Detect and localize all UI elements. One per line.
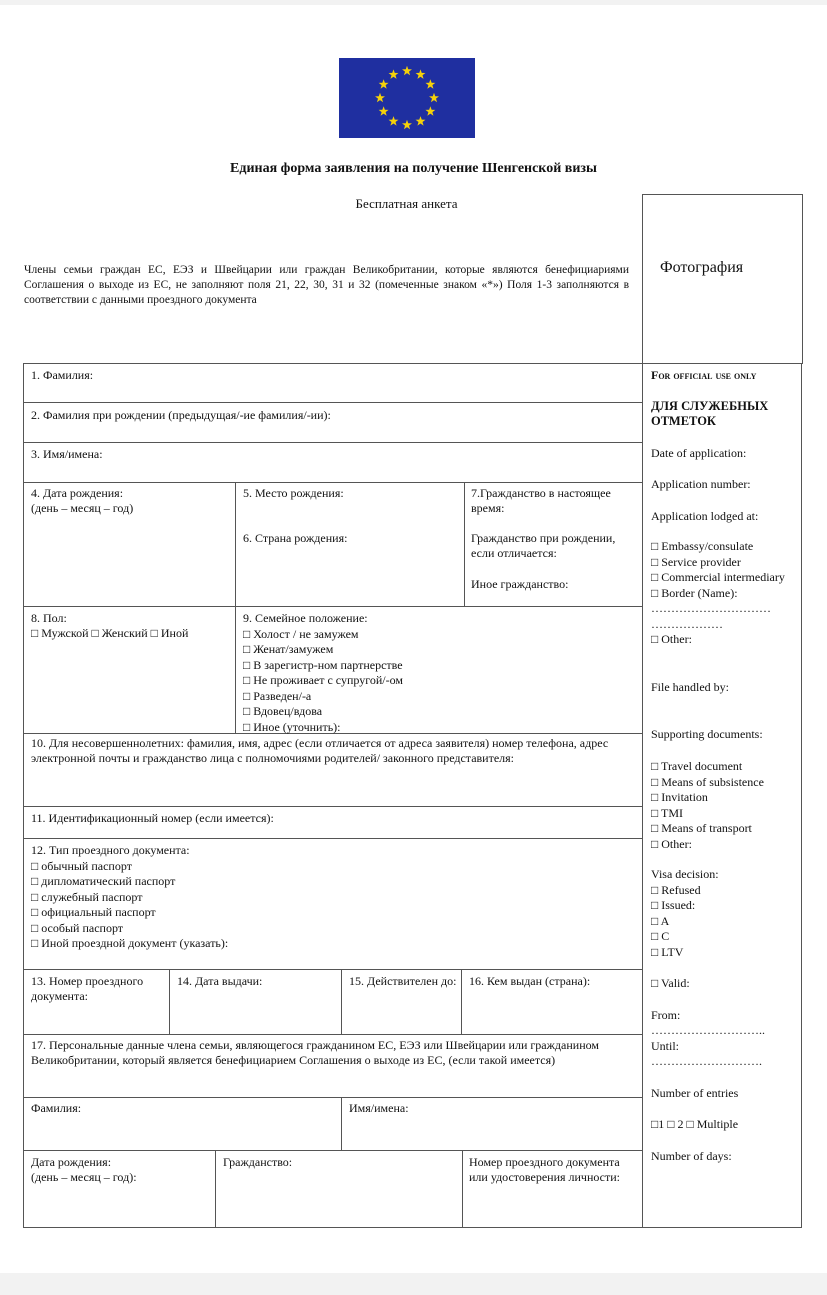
field-9-civil-status[interactable]: 9. Семейное положение: □ Холост / не замужем □ Женат/замужем □ В зарегистр-ном партнерстве □ Не проживает с супругой/-ом □ Разведен/-а □ Вдовец/вдова □ Иное (уточнить): [243, 611, 403, 734]
field-10-parental-authority[interactable]: 10. Для несовершеннолетних: фамилия, имя, адрес (если отличается от адреса заявителя) номер телефона, адрес электронной почты и гражданство лица с полномочиями родителей/ законного представителя: [31, 736, 609, 765]
form-title: Единая форма заявления на получение Шенгенской визы [230, 161, 597, 176]
official-supporting-options: □ Travel document □ Means of subsistence □ Invitation □ TMI □ Means of transport □ Other: [651, 759, 764, 851]
field-6-country-of-birth[interactable]: 6. Страна рождения: [243, 531, 348, 545]
official-number-of-entries: Number of entries [651, 1086, 739, 1100]
field-5-place-of-birth[interactable]: 5. Место рождения: [243, 486, 344, 500]
official-header-ru: ДЛЯ СЛУЖЕБНЫХ ОТМЕТОК [651, 399, 769, 428]
field-8-sex[interactable]: 8. Пол: □ Мужской □ Женский □ Иной [31, 611, 189, 640]
field-17-family-member: 17. Персональные данные члена семьи, являющегося гражданином ЕС, ЕЭЗ или Швейцарии или гражданином Великобритании, который является бенефициарием Соглашения о выходе из ЕС, (если такой имеется) [31, 1038, 599, 1067]
field-3-first-names[interactable]: 3. Имя/имена: [31, 447, 103, 461]
field-7-other-nationality[interactable]: Иное гражданство: [471, 577, 569, 591]
field-12-travel-document-type[interactable]: 12. Тип проездного документа: □ обычный паспорт □ дипломатический паспорт □ служебный паспорт □ официальный паспорт □ особый паспорт □ Иной проездной документ (указать): [31, 843, 229, 950]
field-17-surname[interactable]: Фамилия: [31, 1101, 82, 1115]
official-number-of-days: Number of days: [651, 1149, 732, 1163]
form-page [0, 5, 827, 1273]
intro-text: Члены семьи граждан ЕС, ЕЭЗ и Швейцарии или граждан Великобритании, которые являются бенефициариями Соглашения о выходе из ЕС, не заполняют поля 21, 22, 30, 31 и 32 (помеченные знаком «*») Поля 1-3 заполняются в соответствии с данными проездного документа [24, 264, 629, 306]
photo-box[interactable] [642, 194, 803, 364]
official-until: Until: ………………………. [651, 1039, 762, 1068]
field-13-document-number[interactable]: 13. Номер проездного документа: [31, 974, 144, 1003]
official-handled-by: File handled by: [651, 680, 729, 694]
official-visa-decision: Visa decision: □ Refused □ Issued: □ A □ C □ LTV [651, 867, 719, 959]
field-7-nationality-at-birth[interactable]: Гражданство при рождении, если отличается: [471, 531, 616, 560]
field-17-first-names[interactable]: Имя/имена: [349, 1101, 409, 1115]
field-15-valid-until[interactable]: 15. Действителен до: [349, 974, 457, 988]
eu-flag-icon [339, 58, 475, 138]
field-14-issue-date[interactable]: 14. Дата выдачи: [177, 974, 263, 988]
field-7-current-nationality[interactable]: 7.Гражданство в настоящее время: [471, 486, 611, 515]
official-date-of-application: Date of application: [651, 446, 747, 460]
field-17-citizenship[interactable]: Гражданство: [223, 1155, 293, 1169]
official-application-number: Application number: [651, 477, 751, 491]
official-entries-options: □1 □ 2 □ Multiple [651, 1117, 739, 1131]
official-header-en: For official use only [651, 368, 757, 382]
form-subtitle: Бесплатная анкета [355, 196, 458, 211]
field-11-id-number[interactable]: 11. Идентификационный номер (если имеется): [31, 811, 274, 825]
official-lodged-options: □ Embassy/consulate □ Service provider □ Commercial intermediary □ Border (Name): ………………………… ……………… □ Other: [651, 539, 785, 646]
field-17-date-of-birth[interactable]: Дата рождения: (день – месяц – год): [31, 1155, 137, 1184]
official-from: From: ……………………….. [651, 1008, 765, 1037]
official-supporting-documents: Supporting documents: [651, 727, 763, 741]
official-valid: □ Valid: [651, 976, 690, 990]
field-17-document-number[interactable]: Номер проездного документа или удостоверения личности: [469, 1155, 620, 1184]
official-lodged-at: Application lodged at: [651, 509, 759, 523]
field-1-surname[interactable]: 1. Фамилия: [31, 368, 94, 382]
photo-label: Фотография [660, 259, 744, 276]
field-4-date-of-birth[interactable]: 4. Дата рождения: (день – месяц – год) [31, 486, 134, 515]
field-2-birth-surname[interactable]: 2. Фамилия при рождении (предыдущая/-ие фамилия/-ии): [31, 408, 331, 422]
field-16-issued-by[interactable]: 16. Кем выдан (страна): [469, 974, 591, 988]
